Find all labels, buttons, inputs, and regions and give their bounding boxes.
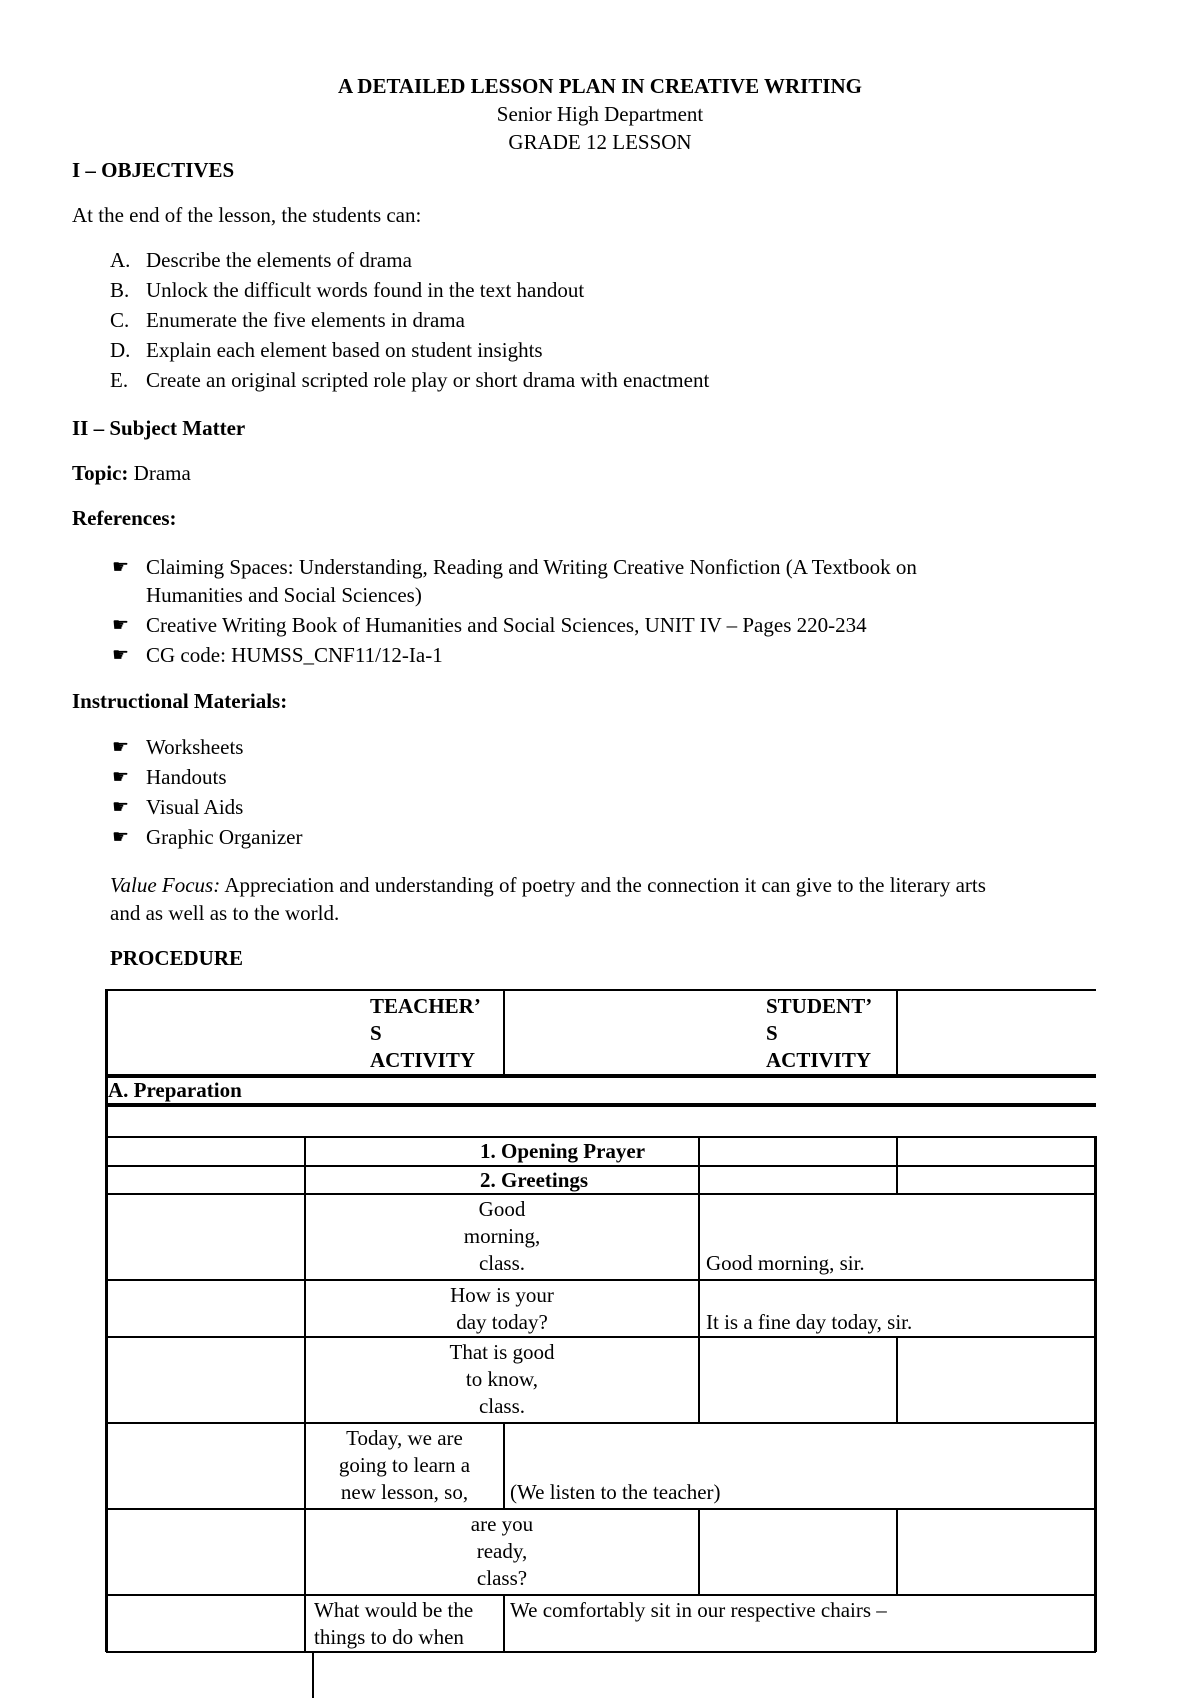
reference-item: CG code: HUMSS_CNF11/12-Ia-1 <box>146 643 443 667</box>
pointing-hand-icon: ☛ <box>112 767 130 788</box>
pointing-hand-icon: ☛ <box>112 615 130 636</box>
value-focus-label: Value Focus: <box>110 873 221 897</box>
document-title: A DETAILED LESSON PLAN IN CREATIVE WRITING <box>338 74 862 98</box>
topic-label: Topic: <box>72 461 129 485</box>
grade-line: GRADE 12 LESSON <box>508 130 692 154</box>
student-activity-header: STUDENT’ S ACTIVITY <box>766 994 873 1072</box>
value-focus-text: Appreciation and understanding of poetry and the connection it can give to the literary arts <box>224 873 986 897</box>
student-response: Good morning, sir. <box>706 1251 865 1275</box>
subject-matter-heading: II – Subject Matter <box>72 416 246 440</box>
teacher-line: Good morning, class. <box>463 1197 541 1275</box>
value-focus-line <box>110 872 986 899</box>
reference-item: Claiming Spaces: Understanding, Reading and Writing Creative Nonfiction (A Textbook on <box>146 555 917 579</box>
teacher-line: That is good to know, class. <box>449 1340 555 1418</box>
objective-letter: B. <box>110 278 130 302</box>
material-item: Graphic Organizer <box>146 825 303 849</box>
reference-item-continued: Humanities and Social Sciences) <box>146 583 422 607</box>
objective-item: Create an original scripted role play or short drama with enactment <box>146 368 710 392</box>
teacher-line: What would be the things to do when <box>314 1598 474 1649</box>
pointing-hand-icon: ☛ <box>112 797 130 818</box>
references-heading: References: <box>72 506 177 530</box>
pointing-hand-icon: ☛ <box>112 557 130 578</box>
student-response: We comfortably sit in our respective chairs – <box>510 1598 887 1622</box>
material-item: Visual Aids <box>146 795 244 819</box>
pointing-hand-icon: ☛ <box>112 737 130 758</box>
topic-value: Drama <box>133 461 191 485</box>
teacher-activity-header: TEACHER’ S ACTIVITY <box>370 994 481 1072</box>
reference-item: Creative Writing Book of Humanities and Social Sciences, UNIT IV – Pages 220-234 <box>146 613 867 637</box>
section-a-label: A. Preparation <box>108 1078 242 1102</box>
objective-item: Describe the elements of drama <box>146 248 412 272</box>
opening-prayer-label: 1. Opening Prayer <box>480 1139 646 1163</box>
teacher-line: Today, we are going to learn a new lesson, so, <box>338 1426 471 1504</box>
procedure-heading: PROCEDURE <box>110 946 244 970</box>
material-item: Handouts <box>146 765 227 789</box>
greetings-label: 2. Greetings <box>480 1168 589 1192</box>
objectives-intro: At the end of the lesson, the students can: <box>72 203 422 227</box>
objectives-heading: I – OBJECTIVES <box>72 158 235 182</box>
materials-heading: Instructional Materials: <box>72 689 288 713</box>
teacher-line: are you ready, class? <box>470 1512 534 1590</box>
objective-letter: C. <box>110 308 130 332</box>
objective-item: Unlock the difficult words found in the text handout <box>146 278 585 302</box>
objective-letter: A. <box>110 248 131 272</box>
pointing-hand-icon: ☛ <box>112 645 130 666</box>
pointing-hand-icon: ☛ <box>112 827 130 848</box>
objective-letter: E. <box>110 368 129 392</box>
topic-line <box>72 460 191 487</box>
objective-item: Enumerate the five elements in drama <box>146 308 465 332</box>
student-response: It is a fine day today, sir. <box>706 1310 913 1334</box>
student-response: (We listen to the teacher) <box>510 1480 721 1504</box>
document-header <box>0 72 1200 156</box>
objective-item: Explain each element based on student insights <box>146 338 543 362</box>
objective-letter: D. <box>110 338 131 362</box>
teacher-line: How is your day today? <box>450 1283 554 1334</box>
department-line: Senior High Department <box>496 102 704 126</box>
value-focus-text-continued: and as well as to the world. <box>110 901 340 925</box>
material-item: Worksheets <box>146 735 244 759</box>
